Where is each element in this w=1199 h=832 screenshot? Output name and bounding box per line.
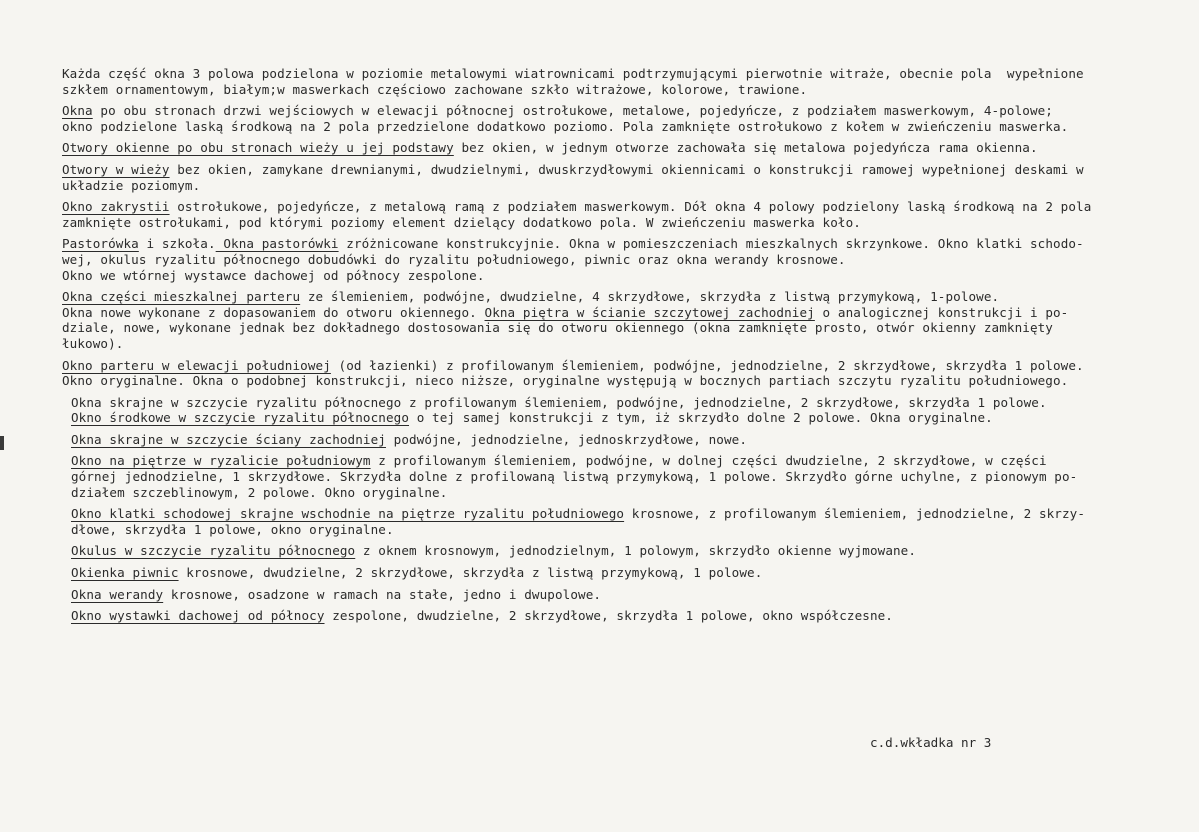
- underlined-heading: Okna werandy: [71, 586, 164, 602]
- paragraph: [71, 565, 1162, 581]
- text-line: [62, 199, 1162, 215]
- text-line: [62, 119, 1162, 135]
- underlined-heading: Okna piętra w ścianie szczytowej zachodniej: [484, 304, 815, 320]
- text-segment: z profilowanym ślemieniem, podwójne, w dolnej części dwudzielne, 2 skrzydłowe, w części: [370, 453, 1047, 469]
- text-segment: zróżnicowane konstrukcyjnie. Okna w pomieszczeniach mieszkalnych skrzynkowe. Okno klatki schodo-: [338, 236, 1084, 252]
- paragraph: [62, 66, 1162, 97]
- text-line: [62, 268, 1162, 284]
- paragraph: [62, 289, 1162, 351]
- text-line: [62, 140, 1162, 156]
- continuation-note: c.d.wkładka nr 3: [870, 735, 992, 750]
- text-segment: z oknem krosnowym, jednodzielnym, 1 polowym, skrzydło okienne wyjmowane.: [355, 543, 917, 559]
- text-line: [62, 215, 1162, 231]
- text-line: [62, 373, 1162, 389]
- text-line: [62, 305, 1162, 321]
- text-segment: Okna nowe wykonane z dopasowaniem do otworu okiennego.: [62, 304, 485, 320]
- paragraph: [62, 199, 1162, 230]
- underlined-heading: Okienka piwnic: [71, 565, 179, 581]
- text-segment: ze ślemieniem, podwójne, dwudzielne, 4 skrzydłowe, skrzydła z listwą przymykową, 1-polowe.: [300, 289, 1000, 305]
- text-line: [71, 485, 1162, 501]
- text-segment: wej, okulus ryzalitu północnego dobudówki do ryzalitu południowego, piwnic oraz okna werandy krosnowe.: [62, 251, 846, 267]
- text-line: [71, 565, 1162, 581]
- text-segment: dziale, nowe, wykonane jednak bez dokładnego dostosowania się do otworu okiennego (okna zamknięte prosto, otwór okienny zamknięty: [62, 320, 1053, 336]
- text-segment: działem szczeblinowym, 2 polowe. Okno oryginalne.: [71, 484, 448, 500]
- text-line: [71, 587, 1162, 603]
- paragraph: [71, 432, 1162, 448]
- paragraph: [62, 358, 1162, 389]
- text-line: [71, 469, 1162, 485]
- text-line: [62, 103, 1162, 119]
- text-segment: szkłem ornamentowym, białym;w maswerkach częściowo zachowane szkło witrażowe, kolorowe, trawione.: [62, 81, 808, 97]
- text-line: [62, 320, 1162, 336]
- paragraph: [71, 506, 1162, 537]
- text-line: [71, 506, 1162, 522]
- text-line: [62, 358, 1162, 374]
- document-body: [62, 66, 1162, 630]
- text-line: [71, 432, 1162, 448]
- paragraph: [62, 162, 1162, 193]
- paragraph: [71, 587, 1162, 603]
- text-segment: górnej jednodzielne, 1 skrzydłowe. Skrzydła dolne z profilowaną listwą przymykową, 1 polowe. Skrzydło górne uchylne, z pionowym po-: [71, 469, 1078, 485]
- text-segment: i szkoła.: [138, 236, 216, 252]
- paragraph: [71, 395, 1162, 426]
- text-segment: Okno we wtórnej wystawce dachowej od północy zespolone.: [62, 267, 485, 283]
- text-line: [62, 336, 1162, 352]
- text-segment: o analogicznej konstrukcji i po-: [814, 304, 1069, 320]
- text-line: [62, 162, 1162, 178]
- underlined-heading: Okna części mieszkalnej parteru: [62, 289, 301, 305]
- text-segment: po obu stronach drzwi wejściowych w elewacji północnej ostrołukowe, metalowe, pojedyńcze, z podziałem maswerkowym, 4-polowe;: [92, 103, 1053, 119]
- text-segment: bez okien, w jednym otworze zachowała się metalowa pojedyńcza rama okienna.: [453, 140, 1038, 156]
- text-line: [71, 543, 1162, 559]
- underlined-heading: Okno na piętrze w ryzalicie południowym: [71, 453, 371, 469]
- text-line: [71, 608, 1162, 624]
- underlined-heading: Pastorówka: [62, 236, 139, 252]
- text-segment: Okna skrajne w szczycie ryzalitu północnego z profilowanym ślemieniem, podwójne, jednodzielne, 2 skrzydłowe, skrzydła 1 polowe.: [71, 394, 1047, 410]
- text-line: [71, 410, 1162, 426]
- text-segment: o tej samej konstrukcji z tym, iż skrzydło dolne 2 polowe. Okna oryginalne.: [409, 410, 993, 426]
- text-line: [71, 395, 1162, 411]
- text-line: [62, 66, 1162, 82]
- paragraph: [71, 543, 1162, 559]
- underlined-heading: Okno zakrystii: [62, 199, 170, 215]
- text-segment: układzie poziomym.: [62, 177, 201, 193]
- paragraph: [62, 236, 1162, 283]
- text-line: [62, 82, 1162, 98]
- paragraph: [71, 453, 1162, 500]
- underlined-heading: Okno klatki schodowej skrajne wschodnie na piętrze ryzalitu południowego: [71, 506, 625, 522]
- margin-mark: [0, 436, 4, 450]
- text-line: [71, 453, 1162, 469]
- text-segment: okno podzielone laską środkową na 2 pola przedzielone dodatkowo poziomo. Pola zamknięte ostrołukowo z kołem w zwieńczeniu maswerka.: [62, 118, 1069, 134]
- text-line: [62, 178, 1162, 194]
- paragraph: [62, 140, 1162, 156]
- text-line: [71, 522, 1162, 538]
- text-segment: zamknięte ostrołukami, pod którymi poziomy element dzielący dodatkowo pola. W zwieńczeniu maswerka koło.: [62, 214, 861, 230]
- text-segment: (od łazienki) z profilowanym ślemieniem, podwójne, jednodzielne, 2 skrzydłowe, skrzydła 1 polowe.: [330, 357, 1084, 373]
- text-segment: dłowe, skrzydła 1 polowe, okno oryginalne.: [71, 521, 394, 537]
- underlined-heading: Okno wystawki dachowej od północy: [71, 608, 325, 624]
- text-segment: bez okien, zamykane drewnianymi, dwudzielnymi, dwuskrzydłowymi okiennicami o konstrukcji ramowej wypełnionej deskami w: [169, 161, 1084, 177]
- text-segment: krosnowe, z profilowanym ślemieniem, jednodzielne, 2 skrzy-: [624, 506, 1086, 522]
- underlined-heading: Otwory okienne po obu stronach wieży u jej podstawy: [62, 140, 454, 156]
- text-segment: zespolone, dwudzielne, 2 skrzydłowe, skrzydła 1 polowe, okno współczesne.: [324, 608, 893, 624]
- underlined-heading: Okulus w szczycie ryzalitu północnego: [71, 543, 356, 559]
- text-segment: ostrołukowe, pojedyńcze, z metalową ramą z podziałem maswerkowym. Dół okna 4 polowy podzielony laską środkową na 2 pola: [169, 199, 1092, 215]
- text-segment: krosnowe, osadzone w ramach na stałe, jedno i dwupolowe.: [163, 586, 602, 602]
- text-segment: krosnowe, dwudzielne, 2 skrzydłowe, skrzydła z listwą przymykową, 1 polowe.: [178, 565, 763, 581]
- underlined-heading: Okno parteru w elewacji południowej: [62, 357, 331, 373]
- text-line: [62, 236, 1162, 252]
- text-segment: Każda część okna 3 polowa podzielona w poziomie metalowymi wiatrownicami podtrzymującymi pierwotnie witraże, obecnie pola wypełnione: [62, 66, 1084, 81]
- text-line: [62, 252, 1162, 268]
- underlined-heading: Okna pastorówki: [215, 236, 339, 252]
- text-segment: podwójne, jednodzielne, jednoskrzydłowe, nowe.: [385, 431, 748, 447]
- underlined-heading: Otwory w wieży: [62, 161, 170, 177]
- text-segment: Okno oryginalne. Okna o podobnej konstrukcji, nieco niższe, oryginalne występują w bocznych partiach szczytu ryzalitu południowego.: [62, 373, 1069, 389]
- text-line: [62, 289, 1162, 305]
- text-segment: łukowo).: [62, 335, 124, 351]
- paragraph: [71, 608, 1162, 624]
- paragraph: [62, 103, 1162, 134]
- underlined-heading: Okna skrajne w szczycie ściany zachodniej: [71, 431, 386, 447]
- underlined-heading: Okno środkowe w szczycie ryzalitu północnego: [71, 410, 410, 426]
- underlined-heading: Okna: [62, 103, 93, 119]
